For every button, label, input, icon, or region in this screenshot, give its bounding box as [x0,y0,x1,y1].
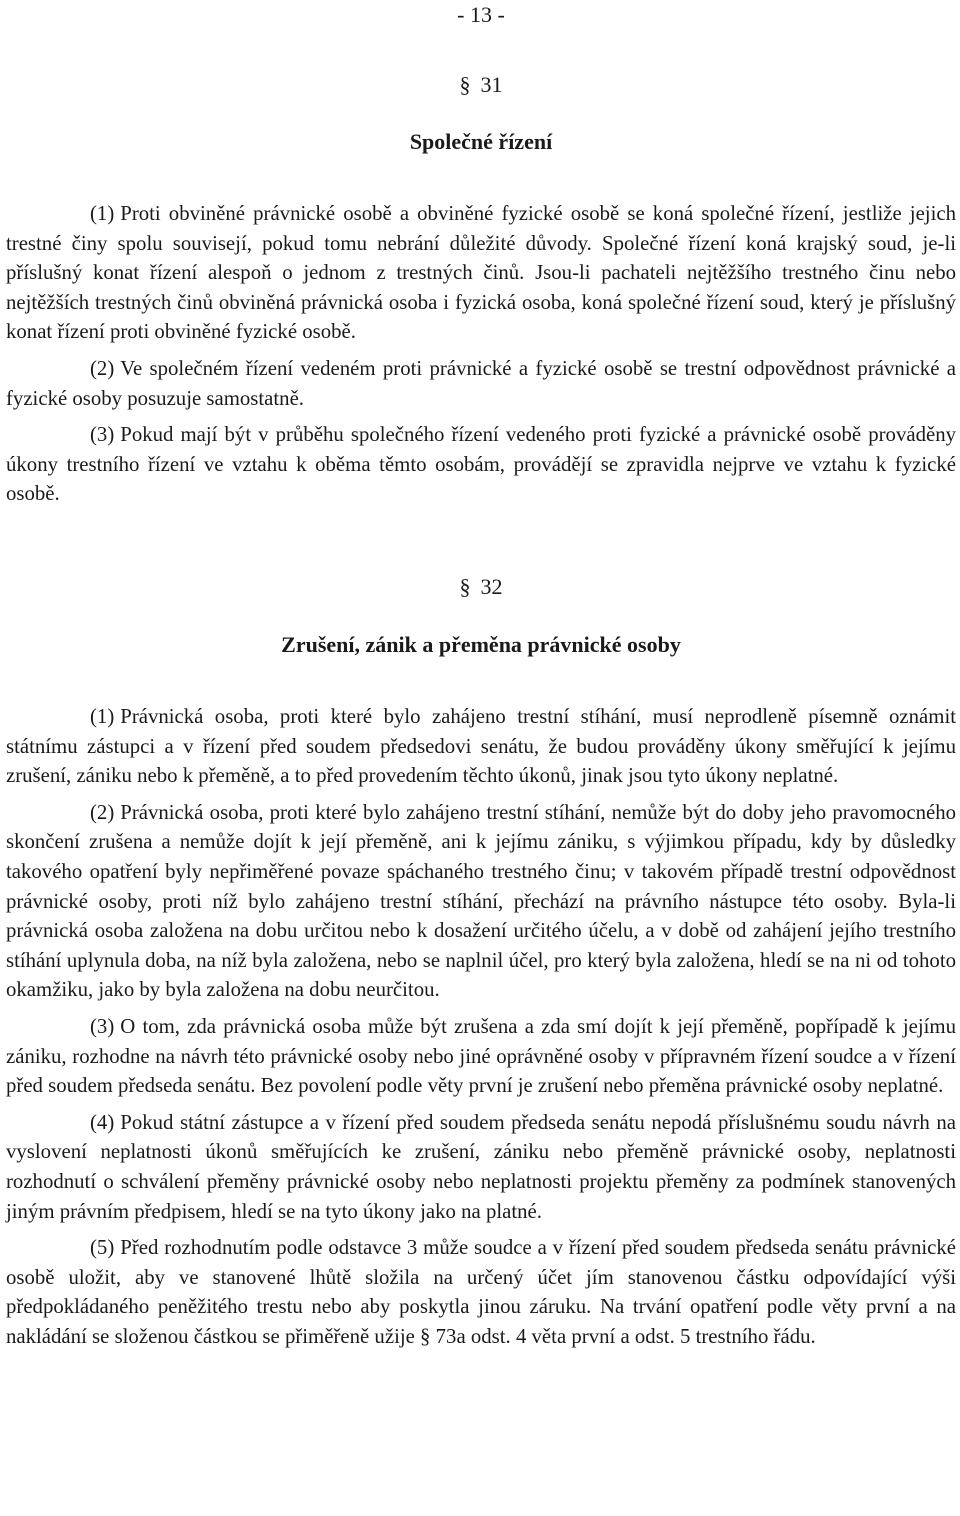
section-body [6,199,956,509]
section-number [6,572,956,602]
paragraph [6,702,956,791]
paragraph-text: Proti obviněné právnické osobě a obviněné fyzické osobě se koná společné řízení, jestliže jejich trestné činy spolu souvisejí, pokud tomu nebrání důležité důvody. Společné řízení koná krajský soud, je-li příslušný konat řízení alespoň o jednom z trestných činů. Jsou-li pachateli nejtěžšího trestného činu nebo nejtěžších trestných činů obviněná právnická osoba i fyzická osoba, koná společné řízení soud, který je příslušný konat řízení proti obviněné fyzické osobě. [6,202,956,344]
paragraph-number: (3) [90,1014,115,1038]
paragraph [6,420,956,509]
section-title: Společné řízení [409,129,553,154]
paragraph-text: Ve společném řízení vedeném proti právnické a fyzické osobě se trestní odpovědnost právnické a fyzické osoby posuzuje samostatně. [6,356,956,410]
section-symbol: § [459,72,471,97]
section-title: Zrušení, zánik a přeměna právnické osoby [281,632,681,657]
paragraph-text: O tom, zda právnická osoba může být zrušena a zda smí dojít k její přeměně, popřípadě k jejímu zániku, rozhodne na návrh této právnické osoby nebo jiné oprávněné osoby v přípravném řízení soudce a v řízení před soudem předseda senátu. Bez povolení podle věty první je zrušení nebo přeměna právnické osoby neplatné. [6,1014,956,1098]
section-body [6,702,956,1351]
section-number [6,70,956,100]
paragraph [6,1233,956,1351]
paragraph-number: (4) [90,1110,115,1134]
paragraph [6,798,956,1005]
paragraph-text: Před rozhodnutím podle odstavce 3 může soudce a v řízení před soudem předseda senátu právnické osobě uložit, aby ve stanovené lhůtě složila na určený účet jím stanovenou částku odpovídající výši předpokládaného peněžitého trestu nebo aby poskytla jinou záruku. Na trvání opatření podle věty první a na nakládání se složenou částkou se přiměřeně užije § 73a odst. 4 věta první a odst. 5 trestního řádu. [6,1236,956,1348]
section-symbol: § [459,574,471,599]
page-number: - 13 - [457,2,505,27]
paragraph-number: (1) [90,705,115,728]
paragraph-text: Pokud státní zástupce a v řízení před soudem předseda senátu nepodá příslušnému soudu návrh na vyslovení neplatnosti úkonů směřujících ke zrušení, zániku nebo přeměně právnické osoby, neplatnosti rozhodnutí o schválení přeměny právnické osoby nebo neplatnosti projektu přeměny za podmínek stanovených jiným právním předpisem, hledí se na tyto úkony jako na platné. [6,1110,956,1223]
paragraph-number: (2) [90,356,115,380]
paragraph [6,354,956,413]
page-content [6,0,956,1348]
section-number-value: 32 [480,574,503,599]
paragraph-number: (5) [90,1236,115,1260]
paragraph-number: (1) [90,202,115,225]
section-number-value: 31 [480,72,503,97]
paragraph [6,199,956,347]
paragraph-text: Právnická osoba, proti které bylo zahájeno trestní stíhání, nemůže být do doby jeho pravomocného skončení zrušena a nemůže dojít k její přeměně, ani k jejímu zániku, s výjimkou případu, kdy by důsledky takového opatření byly nepřiměřené povaze spáchaného trestného činu; v takovém případě trestní odpovědnost právnické osoby, proti níž bylo zahájeno trestní stíhání, přechází na právního nástupce této osoby. Byla-li právnická osoba založena na dobu určitou nebo k dosažení určitého účelu, a v době od zahájení jejího trestního stíhání uplynula doba, na níž byla založena, nebo se naplnil účel, pro který byla založena, hledí se na ni od tohoto okamžiku, jako by byla založena na dobu neurčitou. [6,800,956,1002]
paragraph-text: Pokud mají být v průběhu společného řízení vedeného proti fyzické a právnické osobě prováděny úkony trestního řízení ve vztahu k oběma těmto osobám, provádějí se zpravidla nejprve ve vztahu k fyzické osobě. [6,423,956,506]
paragraph [6,1108,956,1226]
paragraph-number: (2) [90,800,115,824]
paragraph-text: Právnická osoba, proti které bylo zahájeno trestní stíhání, musí neprodleně písemně oznámit státnímu zástupci a v řízení před soudem předsedovi senátu, že budou prováděny úkony směřující k jejímu zrušení, zániku nebo k přeměně, a to před provedením těchto úkonů, jinak jsou tyto úkony neplatné. [6,705,956,788]
paragraph-number: (3) [90,423,115,447]
paragraph [6,1012,956,1101]
